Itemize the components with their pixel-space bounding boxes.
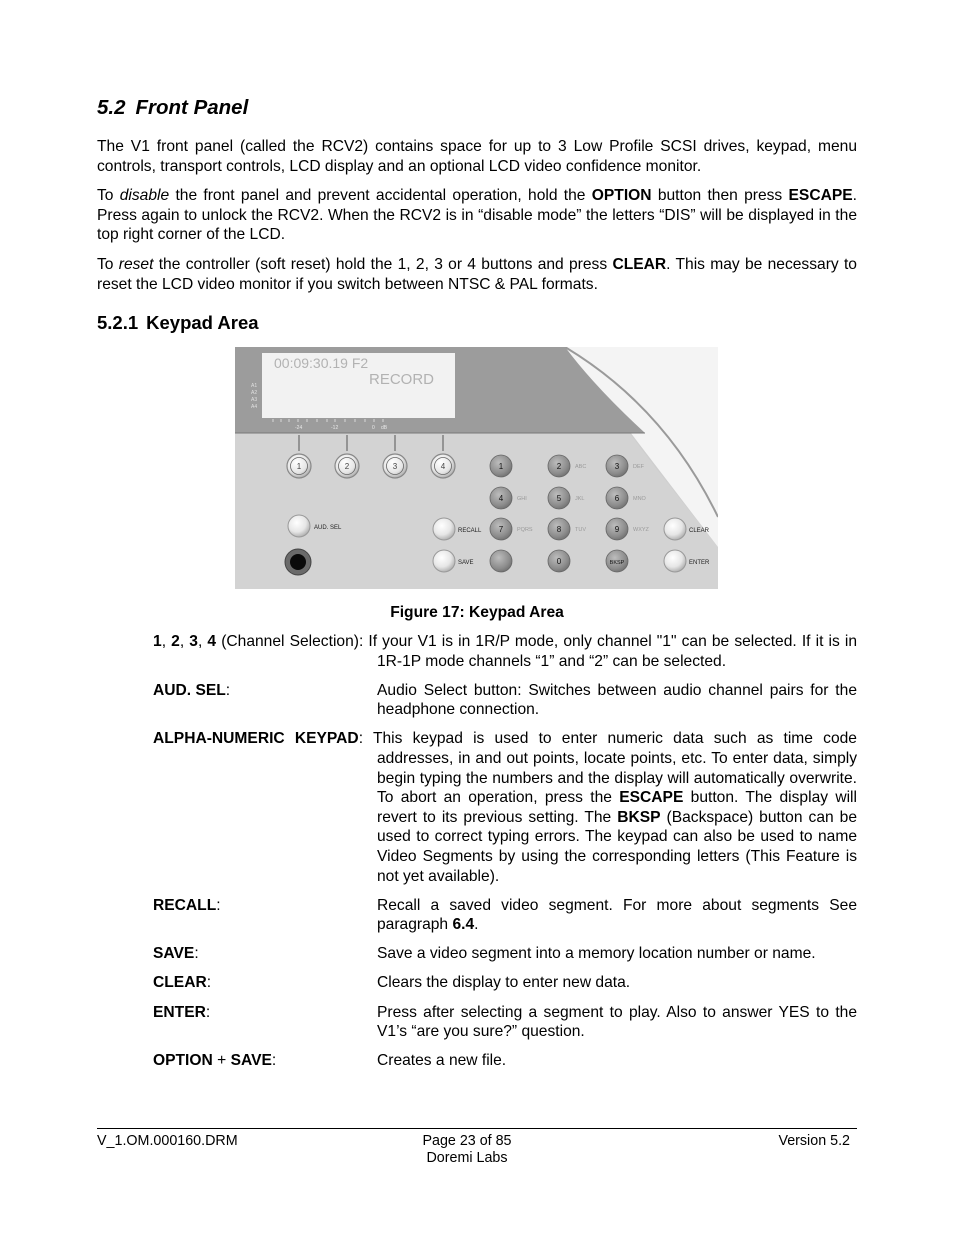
keypad-figure — [235, 347, 718, 589]
keypad-panel-illustration — [235, 347, 718, 589]
channel-button-label: 4 — [440, 462, 446, 471]
text: . — [474, 916, 479, 934]
term-rest: (Channel Selection) — [216, 633, 359, 650]
lcd-side-label: A1 — [251, 383, 258, 389]
separator: : — [358, 633, 364, 650]
term-cell — [153, 1051, 377, 1071]
meter-label: 0 — [372, 425, 375, 431]
paragraph-ref: 6.4 — [452, 916, 475, 934]
description: Audio Select button: Switches between audio channel pairs for the headphone connection. — [377, 681, 857, 719]
description: Press after selecting a segment to play. Also to answer YES to the V1’s “are you sure?” question. — [377, 1003, 857, 1041]
save-label: SAVE — [458, 560, 474, 566]
keypad-key[interactable] — [548, 550, 570, 572]
headphone-jack — [285, 549, 311, 575]
description: This keypad is used to enter numeric data such as time code addresses, in and out points, locate points, etc. To enter data, simply begin typing the numbers and the display will automatically overwrite. To abort an operation, press the — [363, 730, 857, 807]
keypad-key-letters: TUV — [575, 527, 586, 533]
definition-keypad — [153, 729, 857, 886]
term-cell — [153, 944, 377, 964]
term: 3 — [189, 633, 198, 650]
section-number: 5.2 — [97, 96, 126, 119]
subsection-number: 5.2.1 — [97, 312, 139, 333]
definition-aud-sel — [153, 681, 857, 720]
meter-label: -12 — [331, 425, 339, 431]
text: To — [97, 187, 120, 204]
text: Recall a saved video segment. For more about segments See paragraph — [377, 896, 857, 934]
keypad-key-digit: 1 — [498, 462, 504, 471]
lcd-side-label: A4 — [251, 404, 258, 410]
emphasis-reset: reset — [118, 256, 154, 273]
keypad-key-digit: 9 — [614, 525, 620, 534]
separator: : — [358, 730, 364, 748]
term: ENTER — [153, 1003, 206, 1021]
separator: : — [205, 1003, 211, 1021]
text: button then press — [651, 187, 789, 204]
channel-button-3[interactable] — [383, 454, 407, 478]
description: Clears the display to enter new data. — [377, 974, 631, 992]
text: , — [179, 633, 190, 650]
definition-enter — [153, 1003, 857, 1042]
figure-caption: Figure 17: Keypad Area — [390, 604, 564, 621]
description: If your V1 is in 1R/P mode, only channel "1" can be selected. If it is in 1R-1P mode channels “1” and “2” can be selected. — [363, 633, 858, 670]
term: 4 — [207, 633, 217, 650]
definition-clear — [153, 973, 857, 993]
keypad-key[interactable] — [606, 550, 628, 572]
definition-save — [153, 944, 857, 964]
term-cell — [153, 973, 377, 993]
footer-page: Page 23 of 85 — [422, 1133, 512, 1149]
term: AUD. SEL — [153, 681, 226, 699]
description: (Backspace) button can be used to correct typing errors. The keypad can also be used to name Video Segments by using the corresponding letters (This Feature is not yet available). — [377, 808, 857, 885]
text: , — [161, 633, 172, 650]
keypad-key-digit: BKSP — [609, 560, 625, 566]
separator: : — [225, 681, 231, 699]
term-cell — [153, 681, 377, 720]
footer-rule — [97, 1128, 857, 1129]
bold-option: OPTION — [591, 187, 652, 204]
description: button. The display will revert to its previous setting. The — [377, 789, 857, 826]
intro-paragraph-reset — [97, 255, 857, 294]
term: RECALL — [153, 896, 217, 914]
keypad-key-letters: ABC — [575, 464, 587, 470]
intro-paragraph-1: The V1 front panel (called the RCV2) contains space for up to 3 Low Profile SCSI drives, keypad, menu controls, transport controls, LCD display and an optional LCD video confidence monitor. — [97, 138, 857, 175]
separator: : — [206, 974, 212, 992]
meter-label: dB — [381, 425, 388, 431]
bold-clear: CLEAR — [612, 256, 667, 273]
keypad-key-digit: 0 — [556, 557, 562, 566]
subsection-title: Keypad Area — [146, 312, 259, 333]
keypad-key-letters: DEF — [633, 464, 644, 470]
term: 2 — [171, 633, 180, 650]
emphasis-disable: disable — [119, 187, 170, 204]
channel-button-label: 1 — [296, 462, 302, 471]
bold-escape: ESCAPE — [619, 789, 684, 807]
term-cell — [153, 1003, 377, 1042]
definition-list — [153, 632, 857, 1080]
aud-sel-label: AUD. SEL — [314, 525, 342, 531]
keypad-key-letters: GHI — [517, 496, 527, 502]
intro-paragraph-disable — [97, 186, 857, 245]
lcd-timecode: 00:09:30.19 F2 — [274, 355, 369, 371]
text: . Press again to unlock the RCV2. When the RCV2 is in “disable mode” the letters “DIS” will be displayed in the top right corner of the LCD. — [97, 187, 857, 244]
term: CLEAR — [153, 974, 207, 992]
keypad-key-digit: 2 — [556, 462, 562, 471]
footer-version: Version 5.2 — [778, 1133, 850, 1149]
meter-label: -24 — [295, 425, 303, 431]
term: SAVE — [230, 1052, 272, 1070]
term-cell — [153, 896, 377, 935]
channel-button-2[interactable] — [335, 454, 359, 478]
keypad-key-digit: 4 — [498, 494, 504, 503]
lcd-mode: RECORD — [369, 371, 435, 388]
definition-recall — [153, 896, 857, 935]
keypad-key-digit: 3 — [614, 462, 620, 471]
separator: : — [271, 1052, 277, 1070]
term: OPTION — [153, 1052, 213, 1070]
term: ALPHA-NUMERIC KEYPAD — [153, 730, 359, 748]
separator: : — [194, 945, 199, 963]
text: To — [97, 256, 119, 273]
lcd-side-label: A2 — [251, 390, 258, 396]
keypad-key-letters: MNO — [633, 496, 646, 502]
keypad-key-digit: 8 — [556, 525, 562, 534]
keypad-key-digit: 5 — [556, 494, 562, 503]
section-heading — [97, 96, 248, 120]
footer-doc-id: V_1.OM.000160.DRM — [97, 1133, 238, 1149]
keypad-key-digit: 6 — [614, 494, 620, 503]
text: + — [212, 1052, 231, 1070]
keypad-key-letters: WXYZ — [633, 527, 649, 533]
term: SAVE — [153, 945, 195, 963]
lcd-side-label: A3 — [251, 397, 258, 403]
keypad-key-digit: 7 — [498, 525, 504, 534]
section-title: Front Panel — [135, 96, 249, 119]
keypad-key-letters: PQRS — [517, 527, 533, 533]
text: the controller (soft reset) hold the 1, 2, 3 or 4 buttons and press — [153, 256, 613, 273]
text: . This may be necessary to reset the LCD video monitor if you switch between NTSC & PAL formats. — [97, 256, 857, 293]
enter-label: ENTER — [689, 560, 710, 566]
definition-option-save — [153, 1051, 857, 1071]
channel-button-label: 3 — [392, 462, 398, 471]
subsection-heading — [97, 312, 259, 334]
text: the front panel and prevent accidental operation, hold the — [169, 187, 592, 204]
keypad-key-body — [490, 550, 512, 572]
separator: : — [216, 896, 221, 914]
keypad-key[interactable] — [490, 550, 512, 572]
description: Creates a new file. — [377, 1052, 507, 1070]
footer-company: Doremi Labs — [426, 1150, 508, 1166]
bold-escape: ESCAPE — [788, 187, 853, 204]
definition-channel-selection — [153, 632, 857, 671]
term: 1 — [153, 633, 162, 650]
keypad-key-letters: JKL — [575, 496, 585, 502]
channel-button-label: 2 — [344, 462, 350, 471]
bold-bksp: BKSP — [617, 808, 661, 826]
keypad-key[interactable] — [490, 455, 512, 477]
recall-label: RECALL — [458, 528, 482, 534]
description — [377, 896, 857, 935]
description: Save a video segment into a memory location number or name. — [377, 945, 816, 963]
text: , — [197, 633, 208, 650]
clear-label: CLEAR — [689, 528, 710, 534]
channel-button-1[interactable] — [287, 454, 311, 478]
channel-button-4[interactable] — [431, 454, 455, 478]
